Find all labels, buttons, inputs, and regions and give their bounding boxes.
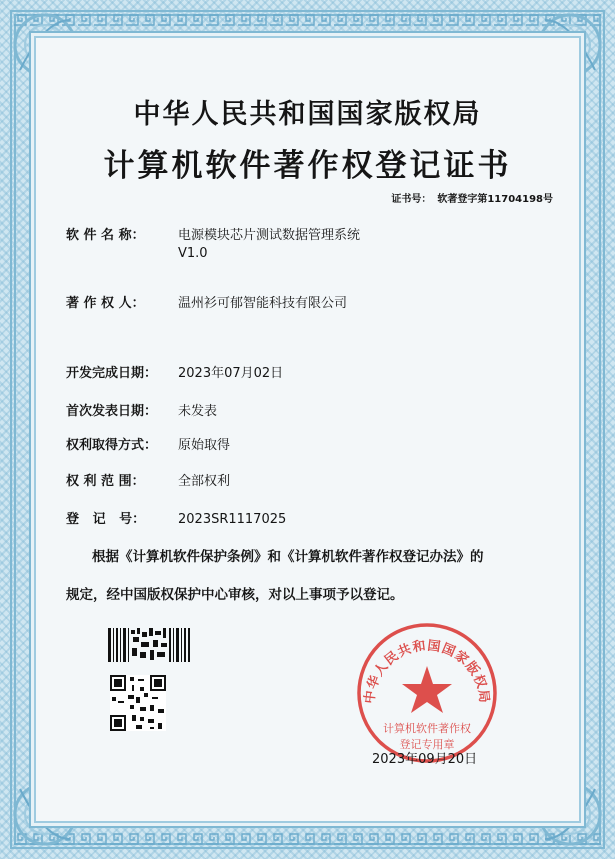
- barcode-icon: [108, 628, 190, 662]
- field-value: 温州衫可郁智能科技有限公司: [178, 296, 348, 311]
- greek-key-top: [14, 14, 601, 26]
- greek-key-bottom: [14, 833, 601, 845]
- cert-no-value: 软著登字第11704198号: [437, 194, 553, 205]
- certificate-number: [385, 190, 553, 205]
- field-label: 著 作 权 人：: [66, 296, 145, 311]
- official-seal-icon: [352, 618, 502, 768]
- field-registration-number: [66, 508, 286, 527]
- statement-text: [66, 538, 556, 614]
- field-label: 首次发表日期：: [66, 404, 158, 419]
- field-software-name: [66, 224, 360, 261]
- field-copyright-owner: [66, 292, 347, 311]
- seal-outer-text: 中华人民共和国国家版权局: [362, 638, 492, 705]
- cert-no-label: 证书号：: [391, 194, 432, 205]
- field-completion-date: [66, 362, 283, 381]
- certificate-title: 计算机软件著作权登记证书: [103, 148, 512, 184]
- field-publish-date: [66, 400, 217, 419]
- field-label: 权 利 范 围：: [66, 474, 145, 489]
- field-value: 未发表: [178, 404, 218, 419]
- seal-inner-text-1: 计算机软件著作权: [383, 722, 471, 735]
- statement-line-2: 规定，经中国版权保护中心审核，对以上事项予以登记。: [66, 587, 404, 603]
- seal-inner-text-2: 登记专用章: [399, 738, 455, 751]
- field-value: 全部权利: [178, 474, 231, 489]
- issue-date: 2023年09月20日: [372, 752, 478, 767]
- field-value: 2023年07月02日: [178, 366, 284, 381]
- field-label: 权利取得方式：: [66, 438, 158, 453]
- field-label: 开发完成日期：: [66, 366, 158, 381]
- statement-line-1: 根据《计算机软件保护条例》和《计算机软件著作权登记办法》的: [92, 549, 484, 565]
- field-label: 软 件 名 称：: [66, 228, 145, 243]
- qr-code-icon: [110, 675, 166, 731]
- field-rights-scope: [66, 470, 230, 489]
- field-version: V1.0: [178, 246, 208, 261]
- field-value: 原始取得: [178, 438, 231, 453]
- issuing-authority: 中华人民共和国国家版权局: [133, 99, 482, 130]
- field-value: 2023SR1117025: [178, 512, 287, 527]
- field-label: 登 记 号：: [66, 512, 146, 527]
- field-rights-acquisition: [66, 434, 230, 453]
- field-value: 电源模块芯片测试数据管理系统: [178, 228, 361, 243]
